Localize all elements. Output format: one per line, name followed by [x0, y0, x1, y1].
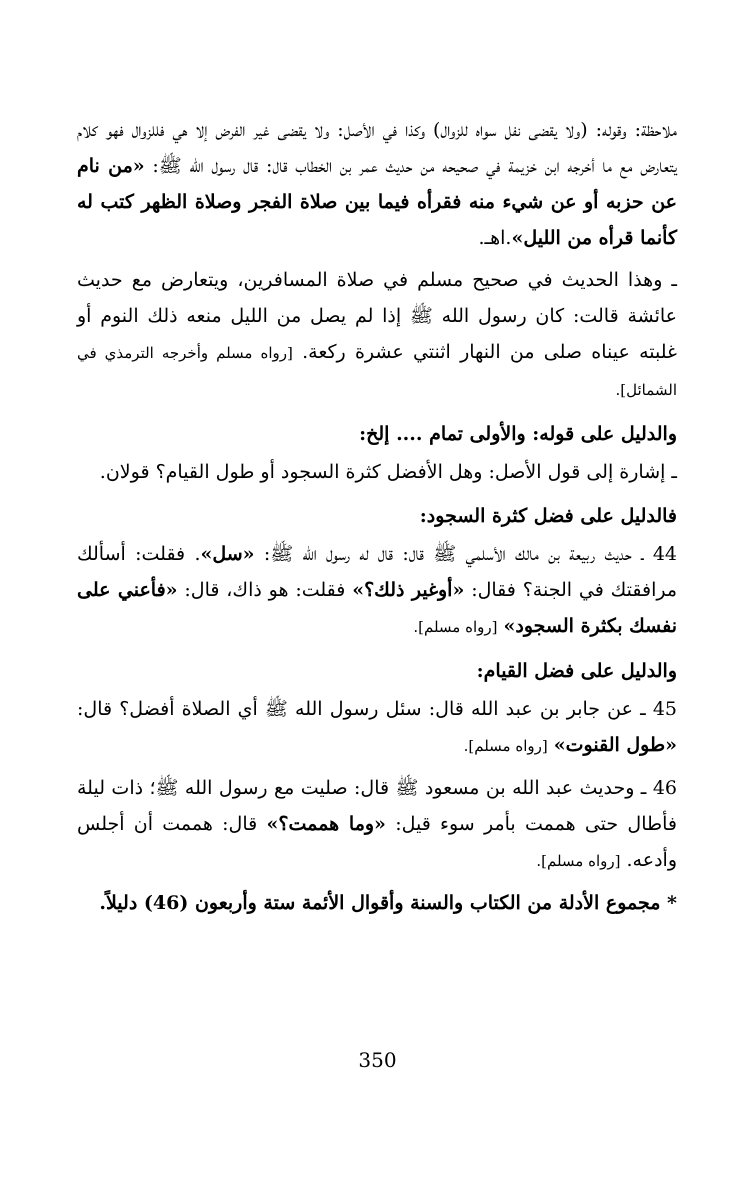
qawlan-text: ـ إشارة إلى قول الأصل: وهل الأفضل كثرة السجود أو طول القيام؟ قولان.	[99, 461, 677, 483]
aisha-paragraph	[77, 262, 677, 408]
hadith-44-text-3: فقلت: هو ذاك، قال:	[184, 579, 346, 601]
hadith-44-source: [رواه مسلم].	[413, 618, 498, 636]
note-text: ملاحظة: وقوله: (ولا يقضى نفل سواه للزوال) وكذا في الأصل: ولا يقضى غير الفرض إلا هي فللزوال فهو كلام يتعارض مع ما أخرجه ابن خزيمة في صحيحه من حديث عمر بن الخطاب قال: قال رسول الله ﷺ:	[77, 119, 678, 177]
hadith-46-quote: «وما هممت؟»	[266, 813, 386, 835]
hadith-44-text-2: . فقلت: أسألك مرافقتك في الجنة؟ فقال:	[77, 543, 678, 601]
section-heading-qiyam: والدليل على فضل القيام:	[476, 660, 677, 682]
hadith-46-source: [رواه مسلم].	[536, 852, 621, 870]
section-heading-tamam: والدليل على قوله: والأولى تمام .... إلخ:	[359, 423, 677, 445]
page-number: 350	[358, 1048, 397, 1072]
hadith-quote: «من نام عن حزبه أو عن شيء منه فقرأه فيما بين صلاة الفجر وصلاة الظهر كتب له كأنما قرأه من الليل»	[77, 155, 677, 249]
source-reference: [رواه مسلم وأخرجه الترمذي في الشمائل].	[77, 344, 677, 399]
hadith-45	[77, 691, 677, 764]
hadith-44	[77, 536, 677, 645]
hadith-44-quote-2: «أوغير ذلك؟»	[352, 579, 465, 601]
hadith-45-text: 45 ـ عن جابر بن عبد الله قال: سئل رسول الله ﷺ أي الصلاة أفضل؟ قال:	[77, 698, 677, 720]
section-heading-sujud: فالدليل على فضل كثرة السجود:	[419, 505, 677, 527]
aisha-text: ـ وهذا الحديث في صحيح مسلم في صلاة المسافرين، ويتعارض مع حديث عائشة قالت: كان رسول الله ﷺ إذا لم يصل من الليل منعه ذلك النوم أو غلبته عيناه صلى من النهار اثنتي عشرة ركعة.	[77, 269, 677, 363]
hadith-44-text: 44 ـ حديث ربيعة بن مالك الأسلمي ﷺ قال: قال له رسول الله ﷺ:	[263, 543, 677, 565]
hadith-45-quote: «طول القنوت»	[553, 734, 677, 756]
hadith-44-quote-1: «سل»	[200, 543, 255, 565]
hadith-46	[77, 770, 677, 879]
hadith-44-quote-3: «فأعني على نفسك بكثرة السجود»	[77, 579, 677, 637]
page-body	[77, 112, 677, 925]
section-text-tamam	[77, 454, 677, 490]
hadith-46-text-2: قال: هممت أن أجلس وأدعه.	[77, 813, 677, 871]
summary-line: * مجموع الأدلة من الكتاب والسنة وأقوال الأئمة ستة وأربعون (46) دليلاً.	[99, 892, 677, 914]
note-paragraph	[77, 112, 677, 256]
hadith-46-text: 46 ـ وحديث عبد الله بن مسعود ﷺ قال: صليت مع رسول الله ﷺ؛ ذات ليلة فأطال حتى هممت بأمر سوء قيل:	[77, 777, 677, 835]
note-end: .اهـ.	[478, 227, 512, 249]
hadith-45-source: [رواه مسلم].	[463, 737, 548, 755]
